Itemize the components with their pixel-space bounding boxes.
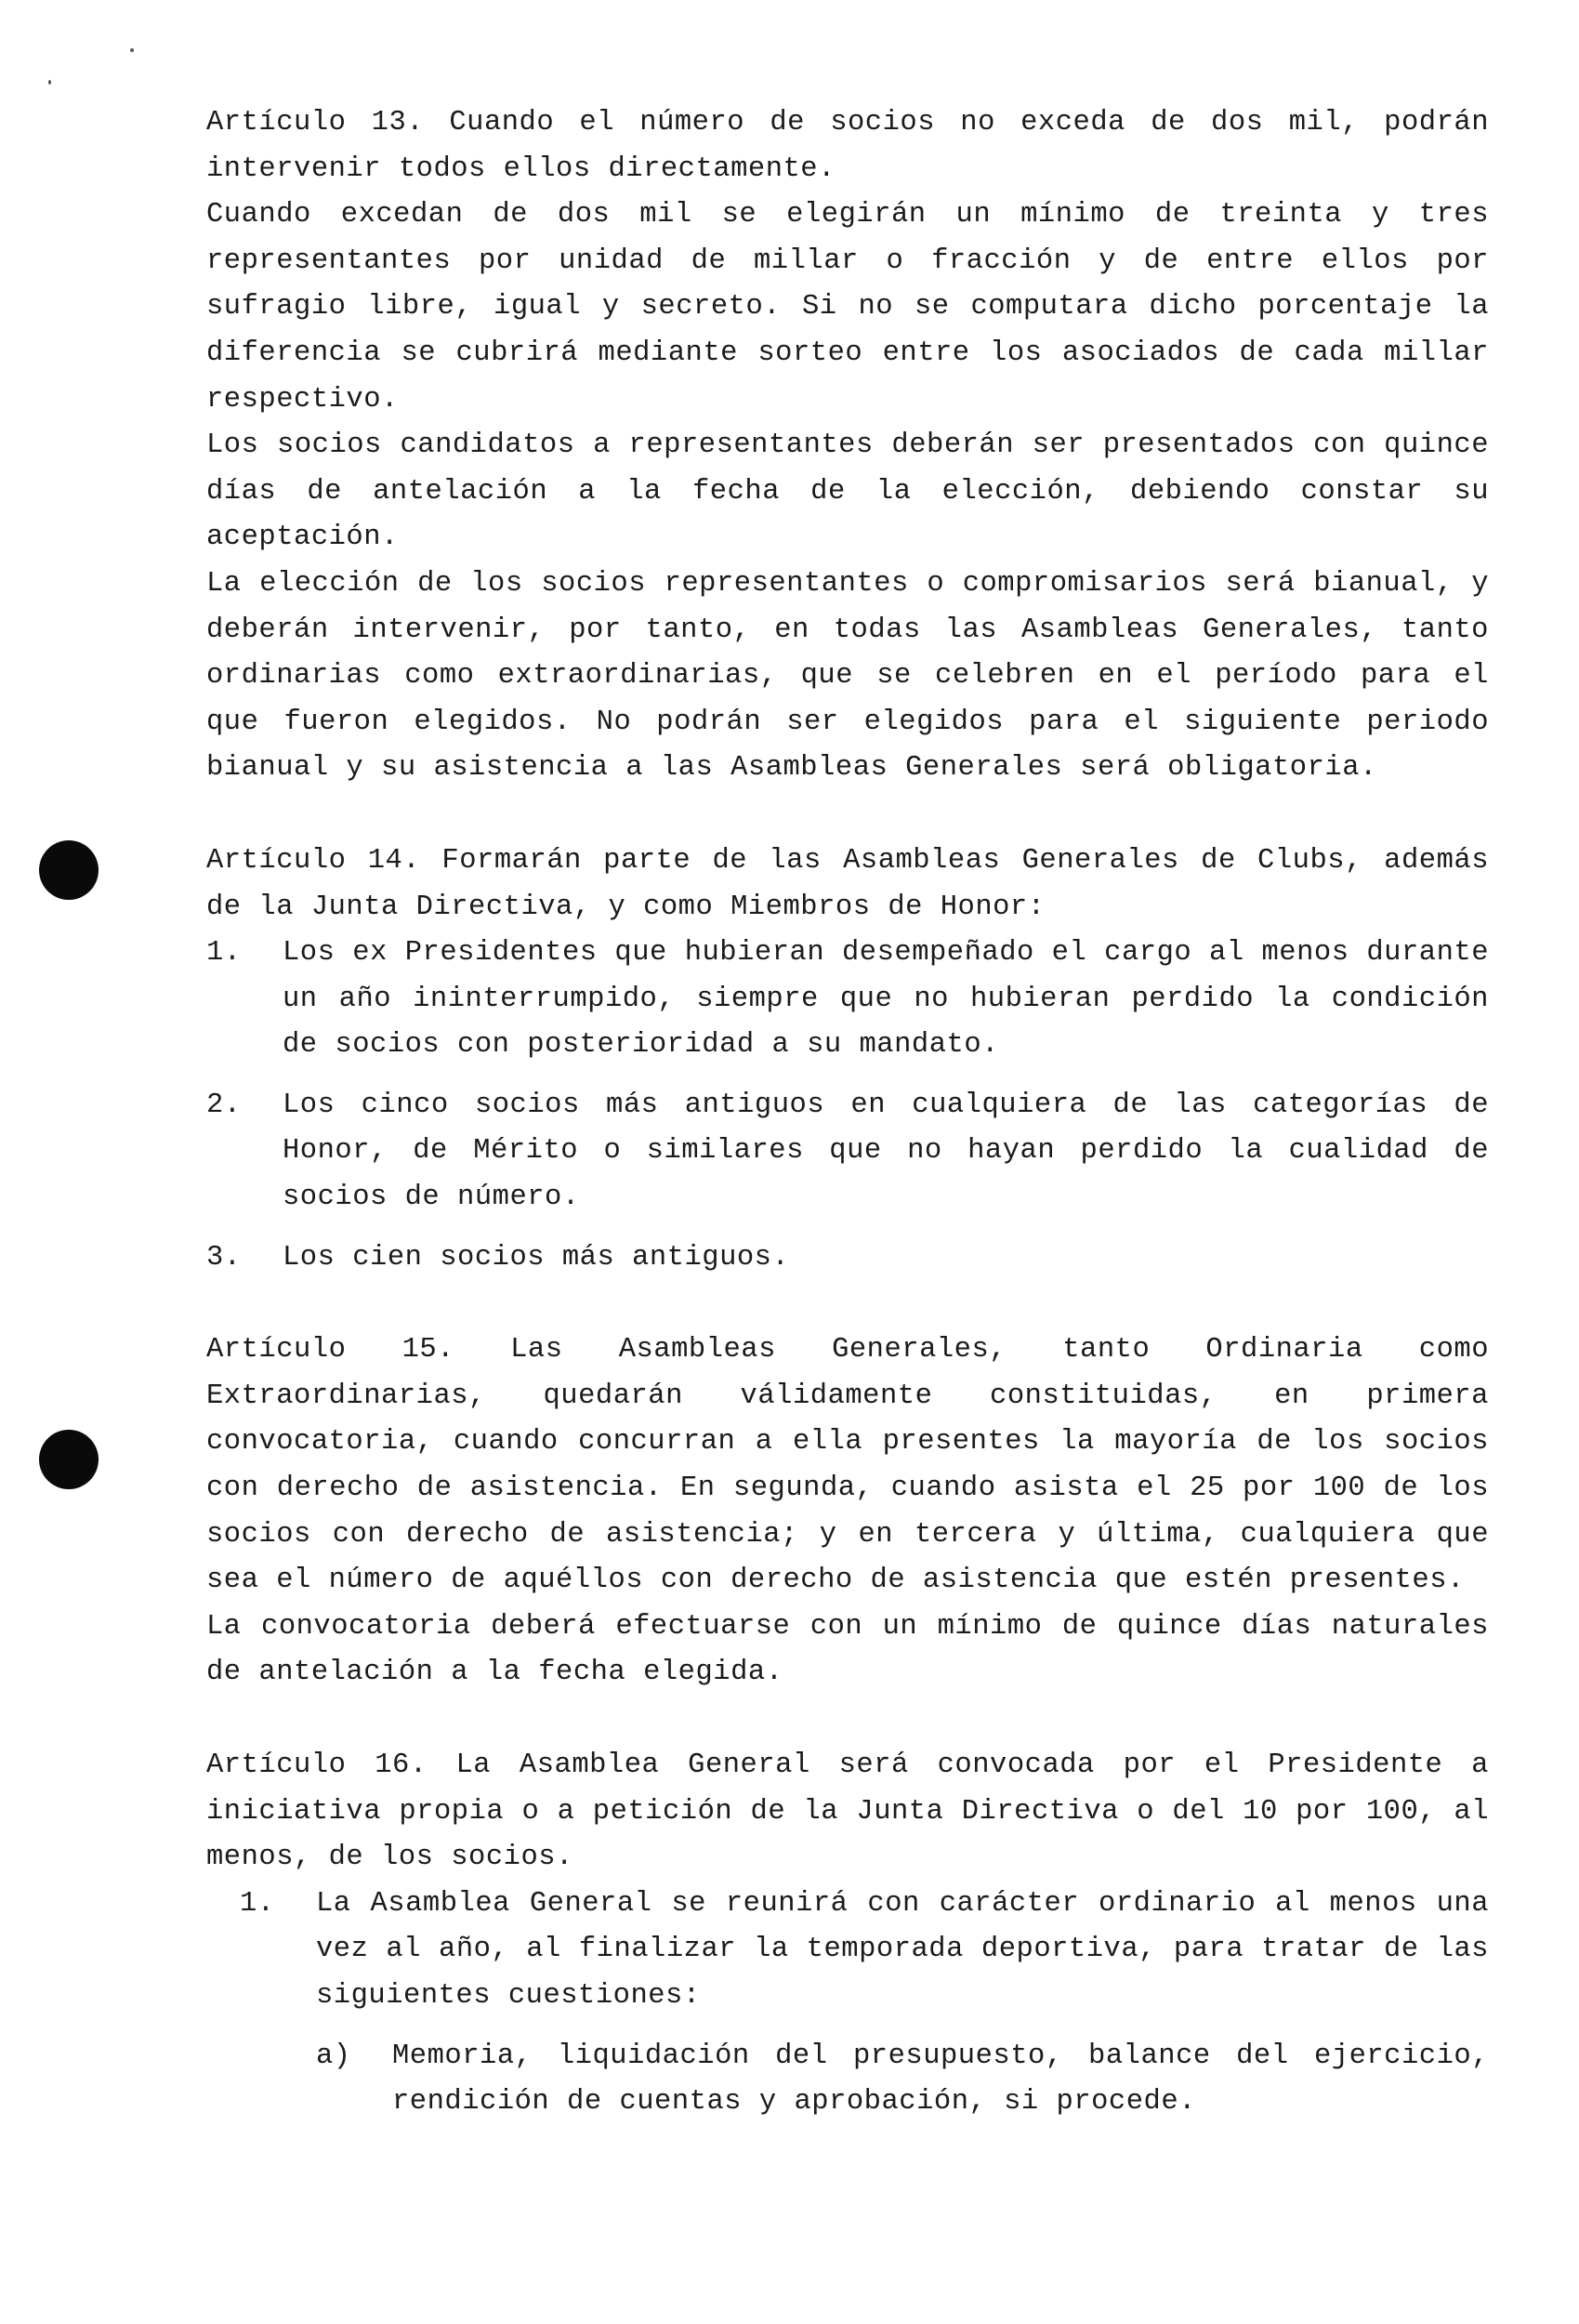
paragraph: Los socios candidatos a representantes deberán ser presentados con quince días de antelación a la fecha de la elección, debiendo constar su aceptación. bbox=[206, 429, 1489, 554]
sub-list-item bbox=[316, 2034, 1489, 2126]
item-letter: a) bbox=[316, 2040, 351, 2072]
paragraph: Artículo 13. Cuando el número de socios no exceda de dos mil, podrán intervenir todos ellos directamente. bbox=[206, 107, 1489, 185]
ink-speck bbox=[130, 48, 134, 52]
list-item bbox=[206, 931, 1489, 1069]
item-number: 3. bbox=[206, 1241, 242, 1274]
article-15 bbox=[206, 1327, 1489, 1697]
item-text: Los cinco socios más antiguos en cualquiera de las categorías de Honor, de Mérito o similares que no hayan perdido la cualidad de socios de número. bbox=[283, 1089, 1489, 1214]
list-item bbox=[206, 1235, 1489, 1282]
punch-hole bbox=[39, 1430, 99, 1489]
item-number: 1. bbox=[206, 937, 242, 970]
paragraph: La convocatoria deberá efectuarse con un mínimo de quince días naturales de antelación a la fecha elegida. bbox=[206, 1610, 1489, 1689]
item-number: 1. bbox=[240, 1887, 275, 1920]
ink-speck bbox=[48, 80, 51, 85]
paragraph: La elección de los socios representantes o compromisarios será bianual, y deberán intervenir, por tanto, en todas las Asambleas Generales, tanto ordinarias como extraordinarias, que se celebren en el período para el que fueron elegidos. No podrán ser elegidos para el siguiente periodo bianual y su asistencia a las Asambleas Generales será obligatoria. bbox=[206, 567, 1489, 785]
article-intro: Artículo 14. Formarán parte de las Asambleas Generales de Clubs, además de la Junta Directiva, y como Miembros de Honor: bbox=[206, 844, 1489, 923]
sub-items bbox=[316, 2034, 1489, 2126]
article-16 bbox=[206, 1743, 1489, 2126]
paragraph: Artículo 15. Las Asambleas Generales, tanto Ordinaria como Extraordinarias, quedarán válidamente constituidas, en primera convocatoria, cuando concurran a ella presentes la mayoría de los socios con derecho de asistencia. En segunda, cuando asista el 25 por 100 de los socios con derecho de asistencia; y en tercera y última, cualquiera que sea el número de aquéllos con derecho de asistencia que estén presentes. bbox=[206, 1334, 1489, 1597]
article-14 bbox=[206, 838, 1489, 1281]
document-body bbox=[206, 100, 1489, 2172]
item-text: Los cien socios más antiguos. bbox=[283, 1241, 790, 1274]
article-13 bbox=[206, 100, 1489, 792]
item-text: La Asamblea General se reunirá con carácter ordinario al menos una vez al año, al finalizar la temporada deportiva, para tratar de las siguientes cuestiones: bbox=[316, 1887, 1489, 2012]
article-intro: Artículo 16. La Asamblea General será convocada por el Presidente a iniciativa propia o a petición de la Junta Directiva o del 10 por 100, al menos, de los socios. bbox=[206, 1750, 1489, 1874]
punch-hole bbox=[39, 840, 99, 900]
item-text: Memoria, liquidación del presupuesto, balance del ejercicio, rendición de cuentas y aprobación, si procede. bbox=[392, 2040, 1489, 2119]
list-item bbox=[240, 1882, 1489, 2020]
list-item bbox=[206, 1083, 1489, 1221]
paragraph: Cuando excedan de dos mil se elegirán un mínimo de treinta y tres representantes por unidad de millar o fracción y de entre ellos por sufragio libre, igual y secreto. Si no se computara dicho porcentaje la diferencia se cubrirá mediante sorteo entre los asociados de cada millar respectivo. bbox=[206, 199, 1489, 416]
item-number: 2. bbox=[206, 1089, 242, 1121]
item-text: Los ex Presidentes que hubieran desempeñado el cargo al menos durante un año ininterrumpido, siempre que no hubieran perdido la condición de socios con posterioridad a su mandato. bbox=[283, 937, 1489, 1062]
article-items bbox=[240, 1882, 1489, 2126]
